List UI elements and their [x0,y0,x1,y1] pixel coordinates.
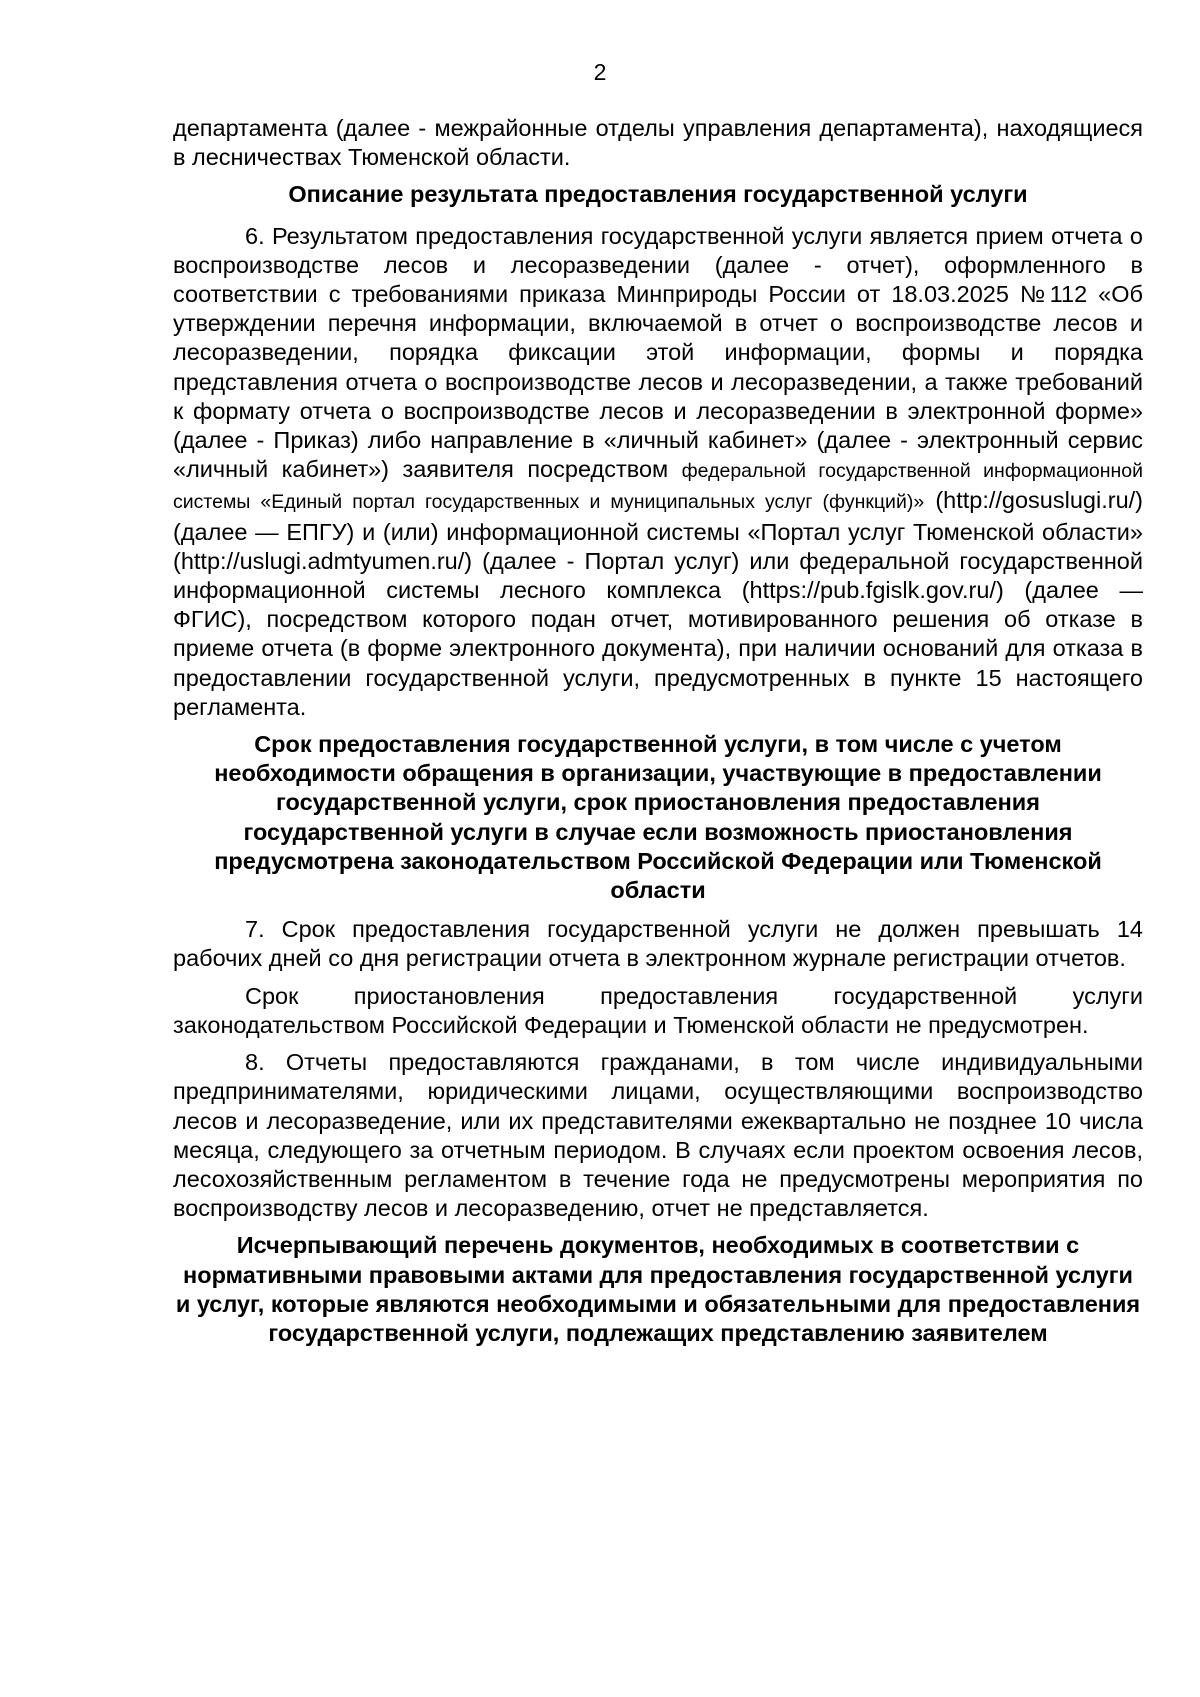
page-number: 2 [593,59,607,85]
item-7-paragraph: 7. Срок предоставления государственной услуги не должен превышать 14 рабочих дней со дня регистрации отчета в электронном журнале регистрации отчетов. [173,916,1143,972]
item-6-paragraph [173,222,1143,722]
item-6-text-part1: 6. Результатом предоставления государственной услуги является прием отчета о воспроизводстве лесов и лесоразведении (далее - отчет), оформленного в соответствии с требованиями приказа Минприроды России от 18.03.2025 №112 «Об утверждении перечня информации, включаемой в отчет о воспроизводстве лесов и лесоразведении, порядка фиксации этой информации, формы и порядка представления отчета о воспроизводстве лесов и лесоразведении, а также требований к формату отчета о воспроизводстве лесов и лесоразведении в электронной форме» (далее - Приказ) либо направление в «личный кабинет» (далее - электронный сервис «личный кабинет») заявителя посредством [173,222,1143,483]
continuation-paragraph: департамента (далее - межрайонные отделы управления департамента), находящиеся в лесничествах Тюменской области. [173,115,1143,171]
heading-documents: Исчерпывающий перечень документов, необходимых в соответствии с нормативными правовыми актами для предоставления государственной услуги и услуг, которые являются необходимыми и обязательными для предоставления государственной услуги, подлежащих представлению заявителем [175,1232,1141,1346]
item-8-paragraph: 8. Отчеты предоставляются гражданами, в том числе индивидуальными предпринимателями, юридическими лицами, осуществляющими воспроизводство лесов и лесоразведение, или их представителями ежеквартально не позднее 10 числа месяца, следующего за отчетным периодом. В случаях если проектом освоения лесов, лесохозяйственным регламентом в течение года не предусмотрены мероприятия по воспроизводству лесов и лесоразведению, отчет не представляется. [173,1049,1143,1222]
suspension-paragraph: Срок приостановления предоставления государственной услуги законодательством Российской Федерации и Тюменской области не предусмотрен. [173,982,1143,1038]
item-6-text-part2: (http://gosuslugi.ru/) (далее — ЕПГУ) и (или) информационной системы «Портал услуг Тюменской области» (http://uslugi.admtyumen.ru/) (далее - Портал услуг) или федеральной государственной информационной системы лесного комплекса (https://pub.fgislk.gov.ru/) (далее — ФГИС), посредством которого подан отчет, мотивированного решения об отказе в приеме отчета (в форме электронного документа), при наличии оснований для отказа в предоставлении государственной услуги, предусмотренных в пункте 15 настоящего регламента. [173,487,1143,720]
heading-result: Описание результата предоставления государственной услуги [288,181,1028,208]
item-6-text-small: федеральной государственной информационной системы «Единый портал государственных и муниципальных услуг (функций)» [173,460,1143,514]
document-body [173,114,1143,1358]
heading-term: Срок предоставления государственной услуги, в том числе с учетом необходимости обращения в организации, участвующие в предоставлении государственной услуги, срок приостановления предоставления государственной услуги в случае если возможность приостановления предусмотрена законодательством Российской Федерации или Тюменской области [214,731,1102,904]
